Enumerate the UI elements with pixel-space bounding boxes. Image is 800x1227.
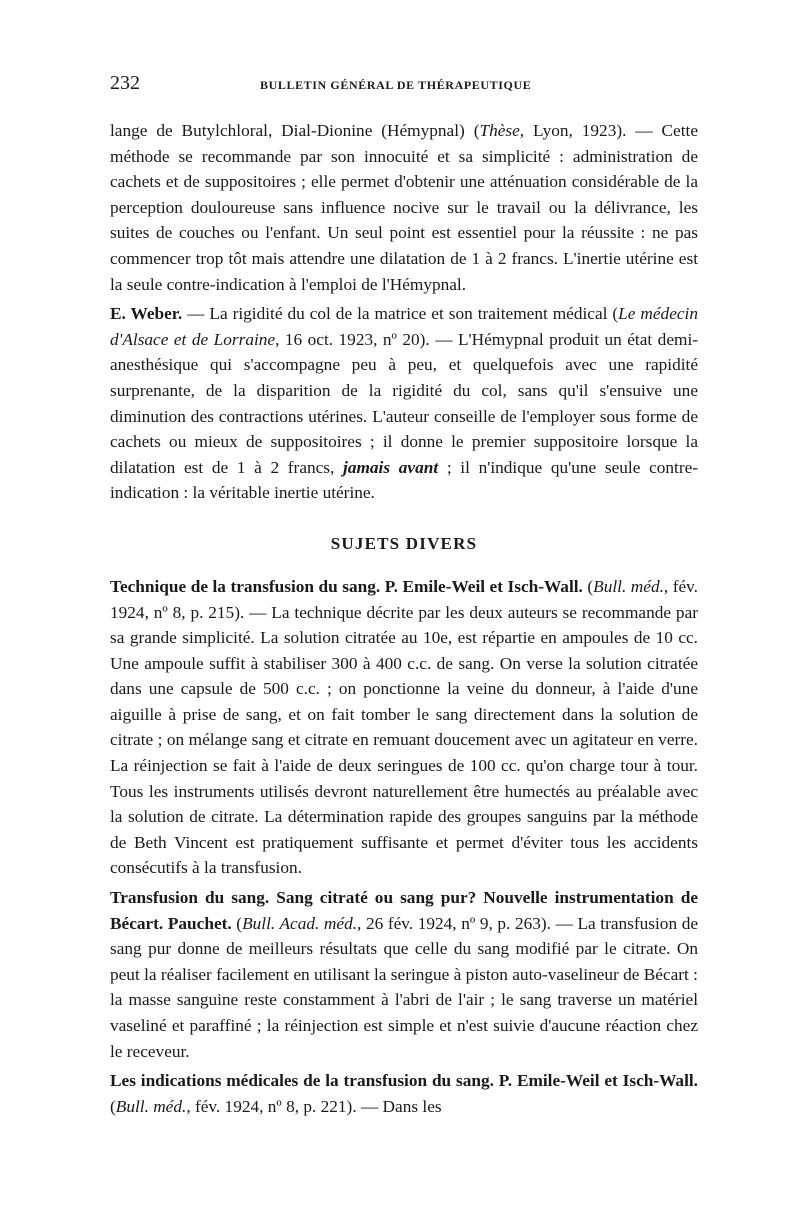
citation-title: Bull. Acad. méd. [242,913,358,933]
text-run: ; il n'indique qu'une seule contre-indication : la véritable inertie utérine. [110,457,698,503]
section-title: SUJETS DIVERS [330,533,478,553]
paragraph-hemypnal [110,118,698,297]
text-run: , Lyon, 1923). — Cette méthode se recommande par son innocuité et sa simplicité : administration de cachets et de suppositoires ; elle permet d'obtenir une atténuation considérable de la perception douloureuse sans influence nocive sur le travail ou la délivrance, les suites de couches ou l'enfant. Un seul point est essentiel pour la réussite : ne pas commencer trop tôt mais attendre une dilatation de 1 à 2 francs. L'inertie utérine est la seule contre-indication à l'emploi de l'Hémypnal. [110,121,698,294]
text-run: ( [582,576,594,596]
page-number: 232 [110,72,140,94]
running-head [110,72,698,98]
page [110,72,698,1119]
emphasis: jamais avant [343,457,439,477]
article-sang-citrate [110,885,698,1064]
author-name: E. Weber. [110,304,183,324]
citation-title: Thèse [479,121,520,140]
text-run: , 26 fév. 1924, nº 9, p. 263). — La transfusion de sang pur donne de meilleurs résultats que celle du sang modifié par le citrate. On peut la réaliser facilement en utilisant la seringue à piston auto-vaselineur de Bécart : la masse sanguine reste constamment à l'abri de l'air ; le sang traverse un matériel vaseliné et paraffiné ; la réinjection est simple et n'est suivie d'aucune réaction chez le receveur. [110,913,699,1061]
citation-title: Bull. méd. [593,576,664,596]
text-run: , fév. 1924, nº 8, p. 215). — La technique décrite par les deux auteurs se recommande par sa grande simplicité. La solution citratée au 10e, est répartie en ampoules de 10 cc. Une ampoule suffit à stabiliser 300 à 400 c.c. de sang. On verse la solution citratée dans une capsule de 500 c.c. ; on ponctionne la veine du donneur, à l'aide d'une aiguille à prise de sang, et on fait tomber le sang directement dans la solution de citrate ; on mélange sang et citrate en remuant doucement avec un agitateur en verre. La réinjection se fait à l'aide de deux seringues de 100 cc. qu'on charge tour à tour. Tous les instruments utilisés devront naturellement être humectés au préalable avec la solution de citrate. La détermination rapide des groupes sanguins par la méthode de Beth Vincent est pratiquement suffisante et permet d'éviter tous les accidents consécutifs à la transfusion. [110,576,699,878]
article-technique-transfusion [110,574,698,881]
body-text [110,118,698,1119]
text-run: , fév. 1924, nº 8, p. 221). — Dans les [186,1096,442,1116]
article-title: Transfusion du sang. Sang citraté ou sang pur? Nouvelle instrumentation de Bécart. Pauchet. [110,888,698,933]
article-title: Les indications médicales de la transfusion du sang. P. Emile-Weil et Isch-Wall. [110,1071,698,1091]
citation-title: Bull. méd. [115,1096,187,1116]
article-title: Technique de la transfusion du sang. P. Emile-Weil et Isch-Wall. [110,576,583,596]
text-run: ( [231,913,243,933]
text-run: , 16 oct. 1923, nº 20). — L'Hémypnal produit un état demi-anesthésique qui s'accompagne peu à peu, et quelquefois avec une rapidité surprenante, de la disparition de la rigidité du col, sans qu'il s'ensuive une diminution des contractions utérines. L'auteur conseille de l'employer sous forme de cachets ou mieux de suppositoires ; il donne le premier suppositoire lorsque la dilatation est de 1 à 2 francs, [110,329,698,477]
article-indications-medicales [110,1068,698,1119]
text-run: ( [110,1096,116,1116]
citation-title: Le médecin d'Alsace et de Lorraine [110,304,698,349]
text-run: lange de Butylchloral, Dial-Dionine (Hémypnal) ( [110,121,480,140]
journal-title: BULLETIN GÉNÉRAL DE THÉRAPEUTIQUE [260,78,532,92]
text-run: — La rigidité du col de la matrice et son traitement médical ( [182,304,619,324]
paragraph-weber [110,301,698,506]
